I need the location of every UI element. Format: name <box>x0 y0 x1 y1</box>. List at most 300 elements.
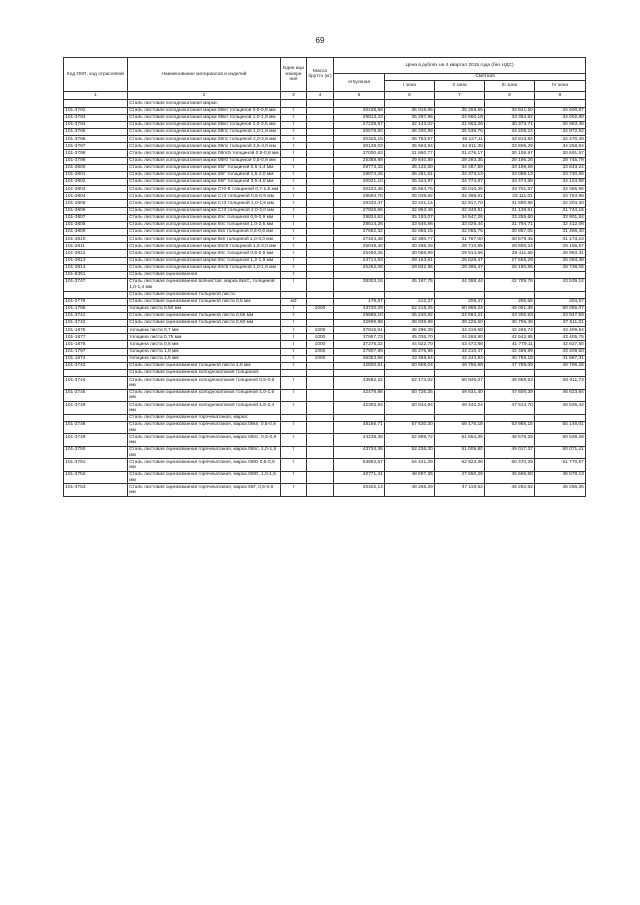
cell-code: 101-3743 <box>64 362 128 369</box>
cell-mass <box>307 362 334 369</box>
cell-code: 101-3750 <box>64 446 128 459</box>
cell-code: 101-3798 <box>64 150 128 157</box>
cell-zone-4-price: 30 691,57 <box>535 150 586 157</box>
cell-zone-1-price: 35 039,82 <box>385 193 435 200</box>
cell-release-price: 40771,41 <box>334 471 385 484</box>
cell-zone-1-price <box>385 271 435 278</box>
cell-name: Сталь листовая оцинкованная толщиной листа 0,60 мм <box>128 320 281 327</box>
cell-zone-3-price: 33 474,88 <box>485 179 535 186</box>
cell-zone-3-price: 34 208,24 <box>485 129 535 136</box>
cell-mass <box>307 320 334 327</box>
table-row <box>64 186 586 193</box>
cell-zone-1-price: 212,37 <box>385 298 435 305</box>
cell-zone-3-price: 41 779,11 <box>485 341 535 348</box>
cell-code: 101-3813 <box>64 257 128 264</box>
cell-zone-3-price: 28 411,66 <box>485 250 535 257</box>
cell-zone-1-price: 33 646,86 <box>385 221 435 228</box>
cell-zone-4-price: 33 947,59 <box>535 312 586 319</box>
table-row <box>64 164 586 171</box>
cell-unit: т <box>281 250 307 257</box>
cell-zone-4-price: 55 146,01 <box>535 421 586 434</box>
table-row <box>64 320 586 327</box>
cell-release-price: 30224,36 <box>334 186 385 193</box>
cell-zone-3-price: 33 701,57 <box>485 186 535 193</box>
cell-name: Сталь листовая оцинкованная горячекатаная, марка 08пс, 1,0-1,5 мм <box>128 446 281 459</box>
table-row <box>64 221 586 228</box>
header-zone-1: I зона <box>385 80 435 91</box>
table-row <box>64 355 586 362</box>
cell-zone-4-price: 50 639,28 <box>535 434 586 447</box>
column-index: 1 <box>64 91 128 100</box>
cell-name: Сталь листовая оцинкованная толщиной листа: <box>128 291 281 298</box>
cell-name: Сталь листовая оцинкованная горячекатаная, марка: <box>128 414 281 421</box>
cell-unit: т <box>281 271 307 278</box>
cell-unit: т <box>281 143 307 150</box>
cell-zone-2-price: 29 710,95 <box>435 243 485 250</box>
cell-zone-3-price: 31 139,51 <box>485 207 535 214</box>
cell-zone-1-price: 35 132,50 <box>385 164 435 171</box>
cell-name: Сталь листовая холоднокатаная марки 08пс5 толщиной 0,5-0,8 мм <box>129 150 279 156</box>
cell-code: 101-3806 <box>64 207 128 214</box>
cell-zone-3-price: 42 542,95 <box>485 334 535 341</box>
cell-zone-2-price: 34 487,89 <box>435 164 485 171</box>
cell-zone-1-price: 30 066,69 <box>385 250 435 257</box>
cell-release-price: 29824,62 <box>334 214 385 221</box>
cell-unit: т <box>281 355 307 362</box>
cell-release-price: 30021,10 <box>334 179 385 186</box>
cell-unit: т <box>281 320 307 327</box>
cell-mass <box>307 421 334 434</box>
cell-unit: т <box>281 200 307 207</box>
table-row <box>64 114 586 121</box>
cell-zone-4-price: 37 511,01 <box>535 320 586 327</box>
cell-code: 101-1876 <box>64 341 128 348</box>
cell-release-price: 28333,47 <box>334 200 385 207</box>
table-row <box>64 348 586 355</box>
cell-zone-2-price: 29 285,47 <box>435 264 485 271</box>
cell-zone-1-price: 52 174,02 <box>385 377 435 390</box>
cell-zone-4-price: 50 011,73 <box>535 377 586 390</box>
cell-name: Сталь листовая холоднокатаная марки 8кп толщиной 1,0-3,0 мм <box>128 236 281 243</box>
cell-name: Сталь листовая оцинкованная волнистая, марка 8кпС, толщиной 1,0-1,4 мм <box>128 279 281 292</box>
cell-release-price: 48166,71 <box>334 421 385 434</box>
cell-unit <box>281 100 307 107</box>
cell-zone-1-price: 32 360,77 <box>385 236 435 243</box>
cell-name: Сталь листовая оцинкованная горячекатаная, марка 08кп, 0,5-0,9 мм <box>128 421 281 434</box>
table-row <box>64 250 586 257</box>
cell-name: Сталь листовая оцинкованная горячекатаная, марка 08Ю, 1,0-1,5 мм <box>128 471 281 484</box>
cell-zone-2-price: 44 368,44 <box>435 279 485 292</box>
table-row <box>64 471 586 484</box>
cell-name: Сталь листовая холоднокатаная марки Ст3 толщиной 2,0-3,0 мм <box>128 207 281 214</box>
cell-zone-4-price: 33 901,54 <box>535 214 586 221</box>
cell-release-price: 30439,58 <box>334 107 385 114</box>
cell-release-price <box>334 370 385 377</box>
cell-zone-1-price: 45 296,39 <box>385 327 435 334</box>
cell-name: Сталь листовая холоднокатаная марки 65Г толщиной 3,5-4,0 мм <box>128 179 281 186</box>
cell-release-price: 37276,22 <box>334 341 385 348</box>
cell-zone-4-price <box>535 291 586 298</box>
cell-unit: т <box>281 446 307 459</box>
header-price-group: Цена в рублях на 4 квартал 2015 года (без НДС) <box>334 58 586 74</box>
cell-mass <box>307 229 334 236</box>
cell-mass <box>307 200 334 207</box>
cell-zone-2-price <box>435 414 485 421</box>
cell-zone-4-price: 48 535,42 <box>535 402 586 415</box>
cell-zone-3-price: 42 465,74 <box>485 327 535 334</box>
cell-zone-1-price: 44 522,70 <box>385 341 435 348</box>
cell-zone-2-price: 31 276,17 <box>435 150 485 157</box>
column-index: 4 <box>307 91 334 100</box>
cell-code: 101-3800 <box>64 164 128 171</box>
table-row <box>64 434 586 447</box>
cell-zone-4-price: 43 409,54 <box>535 327 586 334</box>
cell-unit: м2 <box>281 298 307 305</box>
cell-zone-1-price: 64 441,29 <box>385 459 435 472</box>
cell-zone-4-price: 34 872,52 <box>535 129 586 136</box>
cell-zone-4-price: 34 470,49 <box>535 136 586 143</box>
cell-zone-3-price: 60 470,29 <box>485 459 535 472</box>
cell-zone-1-price: 31 860,77 <box>385 150 435 157</box>
cell-zone-3-price: 200,68 <box>485 298 535 305</box>
table-row <box>64 370 586 377</box>
cell-zone-2-price <box>435 370 485 377</box>
cell-mass <box>307 402 334 415</box>
cell-mass <box>307 370 334 377</box>
cell-zone-1-price <box>385 414 435 421</box>
cell-zone-3-price: 33 606,29 <box>485 143 535 150</box>
cell-mass <box>307 179 334 186</box>
cell-name: Сталь листовая оцинкованная толщиной листа 1,6 мм <box>128 362 281 369</box>
cell-zone-4-price: 31 466,40 <box>535 229 586 236</box>
cell-mass <box>307 221 334 228</box>
cell-zone-1-price: 29 640,89 <box>385 157 435 164</box>
cell-name: Сталь листовая холоднокатаная марки 65Г толщиной 0,5-1,4 мм <box>128 164 281 171</box>
cell-zone-1-price: 33 431,14 <box>385 200 435 207</box>
cell-name: Сталь листовая оцинкованная холоднокатаная толщиной 1,0-1,5 мм <box>128 389 281 402</box>
cell-mass <box>307 377 334 390</box>
cell-zone-1-price <box>385 100 435 107</box>
cell-name: Сталь листовая холоднокатаная марки 8пс толщиной 1,0-2,6 мм <box>128 221 281 228</box>
cell-release-price: 40402,13 <box>334 484 385 497</box>
cell-zone-1-price: 45 336,70 <box>385 334 435 341</box>
cell-code: 101-1796 <box>64 305 128 312</box>
cell-code: 101-3810 <box>64 236 128 243</box>
cell-name: Сталь листовая холоднокатаная марки 08пс толщиной 2,6-4,0 мм <box>128 143 281 150</box>
cell-release-price: 25262,08 <box>334 264 385 271</box>
cell-zone-4-price: 43 405,75 <box>535 334 586 341</box>
cell-mass <box>307 257 334 264</box>
table-row <box>64 143 586 150</box>
cell-code: 101-3742 <box>64 320 128 327</box>
cell-code: 101-3796 <box>64 136 128 143</box>
cell-zone-3-price: 33 111,01 <box>485 193 535 200</box>
cell-code <box>64 414 128 421</box>
cell-zone-4-price <box>535 370 586 377</box>
cell-release-price: 44239,38 <box>334 434 385 447</box>
cell-name: Сталь листовая оцинкованная холоднокатаная толщиной: <box>128 370 281 377</box>
table-row <box>64 157 586 164</box>
cell-zone-2-price: 47 550,29 <box>435 471 485 484</box>
cell-zone-1-price: 29 832,85 <box>385 264 435 271</box>
cell-zone-1-price: 38 939,98 <box>385 320 435 327</box>
table-row <box>64 279 586 292</box>
cell-zone-3-price: 33 255,60 <box>485 214 535 221</box>
cell-mass <box>307 459 334 472</box>
cell-release-price: 36363,66 <box>334 355 385 362</box>
cell-zone-1-price <box>385 370 435 377</box>
cell-mass <box>307 214 334 221</box>
cell-code: 101-3744 <box>64 377 128 390</box>
cell-name: Сталь листовая холоднокатаная марки 08кп толщиной 1,0-1,9 мм <box>128 114 281 121</box>
cell-unit: т <box>281 121 307 128</box>
cell-zone-1-price: 30 266,28 <box>385 243 435 250</box>
cell-code: 101-3801 <box>64 171 128 178</box>
cell-unit: т <box>281 471 307 484</box>
table-row <box>64 484 586 497</box>
cell-unit: т <box>281 484 307 497</box>
cell-release-price: 179,67 <box>334 298 385 305</box>
cell-release-price: 29865,10 <box>334 312 385 319</box>
cell-zone-1-price: 35 918,66 <box>385 107 435 114</box>
table-body <box>64 100 586 496</box>
cell-release-price: 27424,38 <box>334 236 385 243</box>
cell-zone-3-price: 28 196,26 <box>485 157 535 164</box>
cell-code: 101-1797 <box>64 348 128 355</box>
cell-code: 101-3752 <box>64 471 128 484</box>
cell-mass <box>307 446 334 459</box>
header-mass: Масса брутто (кг) <box>307 58 334 92</box>
table-row <box>64 362 586 369</box>
cell-release-price: 37907,89 <box>334 348 385 355</box>
cell-zone-3-price: 45 282,62 <box>485 484 535 497</box>
cell-release-price <box>334 414 385 421</box>
header-unit: Един ица измере ния <box>281 58 307 92</box>
cell-zone-2-price: 44 268,80 <box>435 334 485 341</box>
cell-name: Сталь листовая оцинкованная толщиной листа 0,55 мм <box>128 312 281 319</box>
table-row <box>64 243 586 250</box>
cell-unit <box>281 370 307 377</box>
cell-mass <box>307 171 334 178</box>
table-row <box>64 264 586 271</box>
table-row <box>64 312 586 319</box>
cell-zone-3-price: 47 514,70 <box>485 402 535 415</box>
cell-code: 101-3794 <box>64 121 128 128</box>
table-row <box>64 171 586 178</box>
cell-zone-3-price <box>485 271 535 278</box>
table-row <box>64 257 586 264</box>
cell-release-price: 37957,73 <box>334 334 385 341</box>
cell-unit: т <box>281 150 307 157</box>
cell-name: толщина листа 0,75 мм <box>128 334 281 341</box>
cell-release-price: 29874,25 <box>334 171 385 178</box>
cell-mass <box>307 484 334 497</box>
cell-zone-4-price <box>535 414 586 421</box>
cell-zone-1-price: 35 193,07 <box>385 214 435 221</box>
cell-code: 101-3749 <box>64 402 128 415</box>
cell-zone-1-price: 45 276,96 <box>385 348 435 355</box>
cell-release-price: 38303,16 <box>334 279 385 292</box>
cell-zone-4-price: 28 745,79 <box>535 157 586 164</box>
cell-release-price: 37915,61 <box>334 327 385 334</box>
cell-mass <box>307 271 334 278</box>
cell-mass <box>307 157 334 164</box>
cell-unit: т <box>281 221 307 228</box>
cell-unit: т <box>281 164 307 171</box>
cell-zone-2-price: 43 473,88 <box>435 341 485 348</box>
column-index: 5 <box>334 91 385 100</box>
cell-zone-1-price: 35 563,94 <box>385 143 435 150</box>
column-index: 8 <box>485 91 535 100</box>
cell-name: Сталь листовая холоднокатаная марки Ст3 толщиной 0,5-0,9 мм <box>128 193 281 200</box>
cell-unit: т <box>281 402 307 415</box>
cell-code: 101-3807 <box>64 214 128 221</box>
cell-zone-2-price <box>435 100 485 107</box>
cell-code: 101-3797 <box>64 143 128 150</box>
cell-release-price: 32999,98 <box>334 320 385 327</box>
cell-zone-4-price: 34 600,87 <box>535 107 586 114</box>
cell-zone-1-price: 35 297,86 <box>385 114 435 121</box>
column-index: 6 <box>385 91 435 100</box>
cell-code: 101-1875 <box>64 327 128 334</box>
cell-name: толщина листа 0,7 мм <box>128 327 281 334</box>
cell-release-price: 42393,64 <box>334 402 385 415</box>
cell-name: Сталь листовая холоднокатаная марки 08Ю толщиной 0,5-0,9 мм <box>128 157 281 164</box>
cell-zone-1-price: 50 908,04 <box>385 362 435 369</box>
table-row <box>64 136 586 143</box>
cell-zone-2-price: 49 442,24 <box>435 402 485 415</box>
table-row <box>64 446 586 459</box>
cell-zone-4-price: 50 055,07 <box>535 305 586 312</box>
cell-release-price: 25460,25 <box>334 250 385 257</box>
cell-code: 101-9351 <box>64 271 128 278</box>
cell-unit: т <box>281 236 307 243</box>
table-row <box>64 291 586 298</box>
table-row <box>64 402 586 415</box>
cell-zone-3-price <box>485 100 535 107</box>
cell-unit: т <box>281 214 307 221</box>
cell-zone-3-price <box>485 414 535 421</box>
cell-unit: т <box>281 362 307 369</box>
cell-name: Сталь листовая холоднокатаная марки 65Г толщиной 1,5-3,0 мм <box>128 171 281 178</box>
cell-name: Сталь листовая оцинкованная толщиной листа 0,5 мм <box>128 298 281 305</box>
cell-mass <box>307 250 334 257</box>
cell-zone-1-price: 43 458,64 <box>385 355 435 362</box>
cell-unit: т <box>281 312 307 319</box>
table-row <box>64 200 586 207</box>
table-row <box>64 150 586 157</box>
cell-mass <box>307 121 334 128</box>
cell-name: Сталь листовая холоднокатаная марки 08кп толщиной 0,5-0,9 мм <box>128 107 281 114</box>
table-row <box>64 179 586 186</box>
cell-zone-2-price: 28 628,47 <box>435 257 485 264</box>
cell-mass <box>307 164 334 171</box>
cell-unit: т <box>281 305 307 312</box>
cell-zone-4-price: 30 963,45 <box>535 121 586 128</box>
cell-zone-1-price: 48 697,35 <box>385 471 435 484</box>
cell-zone-2-price: 47 119,62 <box>435 484 485 497</box>
cell-zone-2-price: 32 817,70 <box>435 200 485 207</box>
cell-zone-2-price: 50 945,07 <box>435 377 485 390</box>
cell-name: Сталь листовая оцинкованная холоднокатаная толщиной 1,6-2,4 мм <box>128 402 281 415</box>
cell-release-price: 43720,09 <box>334 305 385 312</box>
cell-zone-4-price: 34 002,80 <box>535 114 586 121</box>
header-zone-3: III зона <box>485 80 535 91</box>
cell-code: 101-3812 <box>64 250 128 257</box>
cell-zone-2-price: 51 654,35 <box>435 434 485 447</box>
cell-name: Сталь листовая холоднокатаная марки 8пс5 толщиной 1,5-2,0 мм <box>128 243 281 250</box>
cell-unit: т <box>281 377 307 390</box>
cell-zone-1-price: 48 256,29 <box>385 484 435 497</box>
cell-mass <box>307 150 334 157</box>
cell-zone-4-price: 204,57 <box>535 298 586 305</box>
cell-name: Сталь листовая холоднокатаная марки 8пс толщиной 1,2-1,8 мм <box>128 257 281 264</box>
cell-zone-4-price: 32 412,08 <box>535 221 586 228</box>
cell-zone-3-price: 33 354,82 <box>485 114 535 121</box>
cell-code: 101-1874 <box>64 355 128 362</box>
cell-zone-1-price: 57 530,30 <box>385 421 435 434</box>
header-estimate: Сметная <box>385 73 586 80</box>
cell-zone-2-price: 31 767,00 <box>435 236 485 243</box>
cell-zone-4-price: 29 155,57 <box>535 243 586 250</box>
cell-zone-2-price: 34 774,87 <box>435 179 485 186</box>
cell-zone-2-price: 44 210,47 <box>435 348 485 355</box>
cell-zone-2-price: 49 531,40 <box>435 389 485 402</box>
cell-zone-2-price: 34 396,61 <box>435 193 485 200</box>
cell-zone-2-price <box>435 291 485 298</box>
cell-zone-3-price: 28 190,65 <box>485 264 535 271</box>
cell-zone-2-price: 34 547,26 <box>435 214 485 221</box>
cell-mass <box>307 279 334 292</box>
cell-zone-2-price: 62 923,36 <box>435 459 485 472</box>
cell-unit: т <box>281 264 307 271</box>
cell-mass: 1000 <box>307 348 334 355</box>
cell-zone-4-price: 32 204,30 <box>535 200 586 207</box>
cell-unit: т <box>281 279 307 292</box>
cell-mass <box>307 114 334 121</box>
cell-release-price: 27682,32 <box>334 229 385 236</box>
cell-release-price <box>334 291 385 298</box>
cell-unit <box>281 291 307 298</box>
cell-zone-2-price: 32 348,81 <box>435 207 485 214</box>
cell-zone-3-price: 53 985,15 <box>485 421 535 434</box>
cell-zone-1-price: 50 634,94 <box>385 402 435 415</box>
cell-name: Сталь листовая холоднокатаная марки Ст3 толщиной 1,0-1,9 мм <box>128 200 281 207</box>
cell-zone-1-price: 52 219,25 <box>385 305 435 312</box>
cell-name: Сталь листовая оцинкованная горячекатаная, марка 65Г, 0,5-0,9 мм <box>128 484 281 497</box>
cell-code: 101-3814 <box>64 264 128 271</box>
cell-zone-2-price: 34 594,21 <box>435 312 485 319</box>
table-row <box>64 193 586 200</box>
cell-unit: т <box>281 334 307 341</box>
cell-release-price: 43734,38 <box>334 446 385 459</box>
cell-zone-4-price: 33 753,98 <box>535 193 586 200</box>
cell-zone-3-price: 31 794,71 <box>485 221 535 228</box>
cell-zone-3-price: 33 813,82 <box>485 136 535 143</box>
cell-zone-1-price: 35 240,82 <box>385 312 435 319</box>
cell-zone-2-price: 38 225,50 <box>435 320 485 327</box>
cell-mass <box>307 186 334 193</box>
cell-release-price: 29913,43 <box>334 114 385 121</box>
cell-name: Сталь листовая оцинкованная горячекатаная, марка 08пс, 0,5-0,9 мм <box>128 434 281 447</box>
table-row <box>64 327 586 334</box>
cell-mass <box>307 312 334 319</box>
table-row <box>64 236 586 243</box>
cell-code: 101-3795 <box>64 129 128 136</box>
cell-zone-4-price: 61 770,57 <box>535 459 586 472</box>
cell-zone-4-price: 48 623,94 <box>535 389 586 402</box>
cell-zone-1-price: 52 236,30 <box>385 446 435 459</box>
